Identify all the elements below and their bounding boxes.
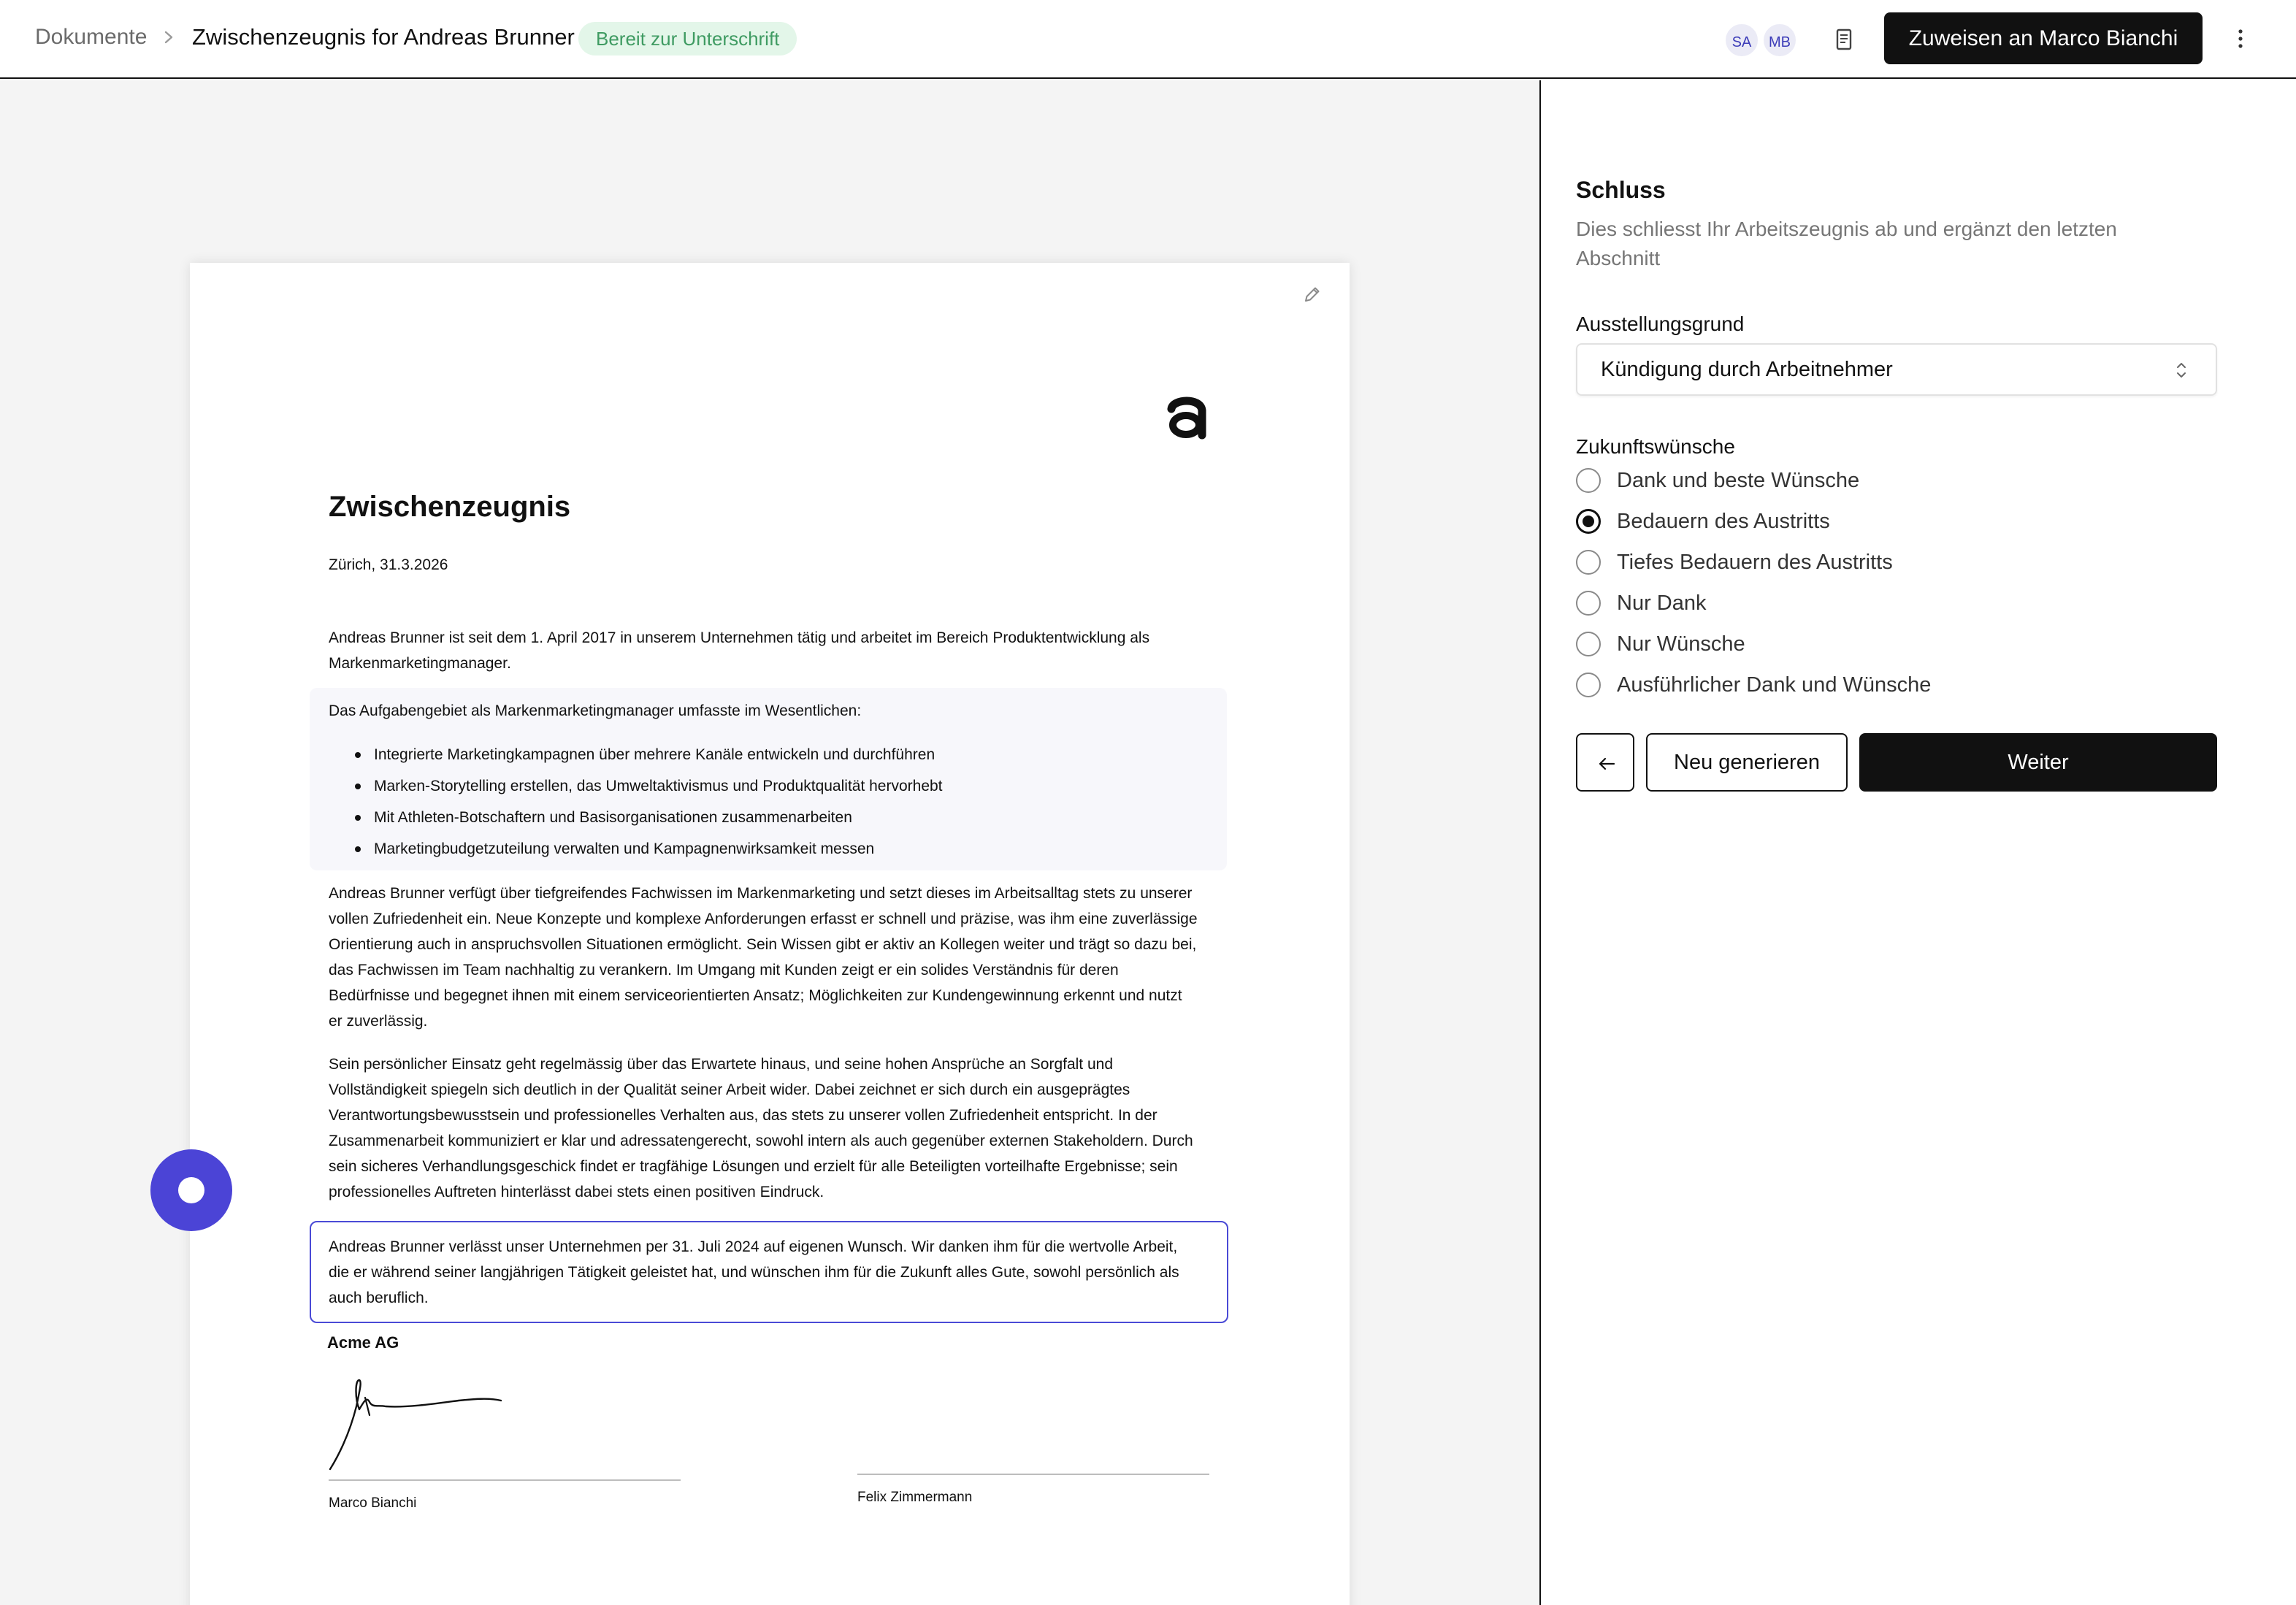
radio-label[interactable]: Bedauern des Austritts (1617, 510, 1830, 533)
cursor-indicator (150, 1149, 232, 1231)
signature-line (857, 1474, 1209, 1475)
company-logo (1163, 380, 1211, 443)
top-header (0, 0, 2296, 79)
wishes-label: Zukunftswünsche (1576, 435, 1735, 458)
avatar-mb[interactable]: MB (1761, 22, 1798, 58)
back-button[interactable] (1576, 733, 1634, 792)
reason-label: Ausstellungsgrund (1576, 313, 1745, 335)
intro-paragraph[interactable]: Andreas Brunner ist seit dem 1. April 2017 in unserem Unternehmen tätig und arbeitet im Bereich Produktentwicklung als Markenmarketingmanager. (329, 629, 1150, 672)
list-item: Marketingbudgetzuteilung verwalten und Kampagnenwirksamkeit messen (355, 833, 943, 865)
list-item: Marken-Storytelling erstellen, das Umweltaktivismus und Produktqualität hervorhebt (355, 770, 943, 802)
tasks-section[interactable] (310, 688, 1227, 870)
radio-button[interactable] (1576, 591, 1601, 616)
status-badge: Bereit zur Unterschrift (578, 22, 797, 55)
document-page (190, 263, 1350, 1605)
document-date: Zürich, 31.3.2026 (329, 556, 448, 573)
closing-paragraph: Andreas Brunner verlässt unser Unternehmen per 31. Juli 2024 auf eigenen Wunsch. Wir danken ihm für die wertvolle Arbeit, die er während seiner langjährigen Tätigkeit geleistet hat, und wünschen ihm für die Zukunft alles Gute, sowohl persönlich als auch beruflich. (329, 1238, 1179, 1306)
radio-label[interactable]: Dank und beste Wünsche (1617, 469, 1860, 492)
radio-button-selected[interactable] (1576, 509, 1601, 534)
signature-image (327, 1377, 507, 1471)
arrow-left-icon (1596, 754, 1617, 774)
section-title: Schluss (1576, 177, 1666, 203)
assign-button[interactable]: Zuweisen an Marco Bianchi (1884, 12, 2203, 64)
radio-label[interactable]: Tiefes Bedauern des Austritts (1617, 551, 1893, 574)
section-description: Dies schliesst Ihr Arbeitszeugnis ab und ergänzt den letzten Abschnitt (1576, 218, 2117, 269)
radio-label[interactable]: Nur Wünsche (1617, 632, 1745, 656)
regenerate-button[interactable]: Neu generieren (1646, 733, 1848, 792)
radio-button[interactable] (1576, 468, 1601, 493)
radio-label[interactable]: Ausführlicher Dank und Wünsche (1617, 673, 1932, 697)
document-title: Zwischenzeugnis (329, 491, 571, 523)
document-icon[interactable] (1832, 26, 1856, 53)
avatar-sa[interactable]: SA (1723, 22, 1760, 58)
tasks-intro: Das Aufgabengebiet als Markenmarketingmanager umfasste im Wesentlichen: (329, 702, 862, 719)
page-title: Zwischenzeugnis for Andreas Brunner (192, 24, 575, 50)
performance-paragraph[interactable]: Sein persönlicher Einsatz geht regelmässig über das Erwartete hinaus, und seine hohen Ansprüche an Sorgfalt und Vollständigkeit spiegeln sich deutlich in der Qualität seiner Arbeit wider. Dabei zeichnet er sich durch ein ausgeprägtes Verantwortungsbewusstsein und professionelles Verhalten aus, das stets zu unserer vollen Zufriedenheit entspricht. In der Zusammenarbeit kommuniziert er klar und adressatengerecht, sowohl intern als auch gegenüber externen Stakeholdern. Durch sein sicheres Verhandlungsgeschick findet er tragfähige Lösungen und erzielt für alle Beteiligten vorteilhafte Ergebnisse; sein professionelles Auftreten hinterlässt dabei stets einen positiven Eindruck. (329, 1056, 1193, 1200)
radio-button[interactable] (1576, 632, 1601, 656)
radio-button[interactable] (1576, 673, 1601, 697)
chevron-up-down-icon (2173, 359, 2189, 381)
more-vertical-icon[interactable] (2227, 22, 2254, 55)
reason-select-value: Kündigung durch Arbeitnehmer (1601, 358, 1893, 381)
knowledge-paragraph[interactable]: Andreas Brunner verfügt über tiefgreifendes Fachwissen im Markenmarketing und setzt dieses im Arbeitsalltag stets zu unserer vollen Zufriedenheit ein. Neue Konzepte und komplexe Anforderungen erfasst er schnell und präzise, was ihm eine zuverlässige Orientierung auch in anspruchsvollen Situationen ermöglicht. Sein Wissen gibt er aktiv an Kollegen weiter und trägt so dazu bei, das Fachwissen im Team nachhaltig zu verankern. Im Umgang mit Kunden zeigt er ein solides Verständnis für deren Bedürfnisse und begegnet ihnen mit einem serviceorientierten Ansatz; Möglichkeiten zur Kundengewinnung erkennt und nutzt er zuverlässig. (329, 885, 1198, 1030)
chevron-right-icon (159, 26, 178, 48)
company-name: Acme AG (327, 1333, 399, 1352)
radio-label[interactable]: Nur Dank (1617, 591, 1707, 615)
closing-section[interactable] (310, 1221, 1228, 1323)
signer-name-1: Marco Bianchi (329, 1495, 417, 1511)
list-item: Integrierte Marketingkampagnen über mehrere Kanäle entwickeln und durchführen (355, 739, 943, 770)
list-item: Mit Athleten-Botschaftern und Basisorganisationen zusammenarbeiten (355, 802, 943, 833)
task-list (355, 739, 943, 865)
signer-name-2: Felix Zimmermann (857, 1490, 973, 1505)
settings-panel (1541, 80, 2296, 1605)
next-button[interactable]: Weiter (1859, 733, 2217, 792)
breadcrumb-documents[interactable]: Dokumente (35, 25, 148, 49)
signature-line (329, 1479, 681, 1481)
reason-select[interactable] (1576, 343, 2217, 396)
pencil-icon[interactable] (1301, 283, 1323, 305)
radio-button[interactable] (1576, 550, 1601, 575)
document-canvas (0, 80, 1539, 1605)
